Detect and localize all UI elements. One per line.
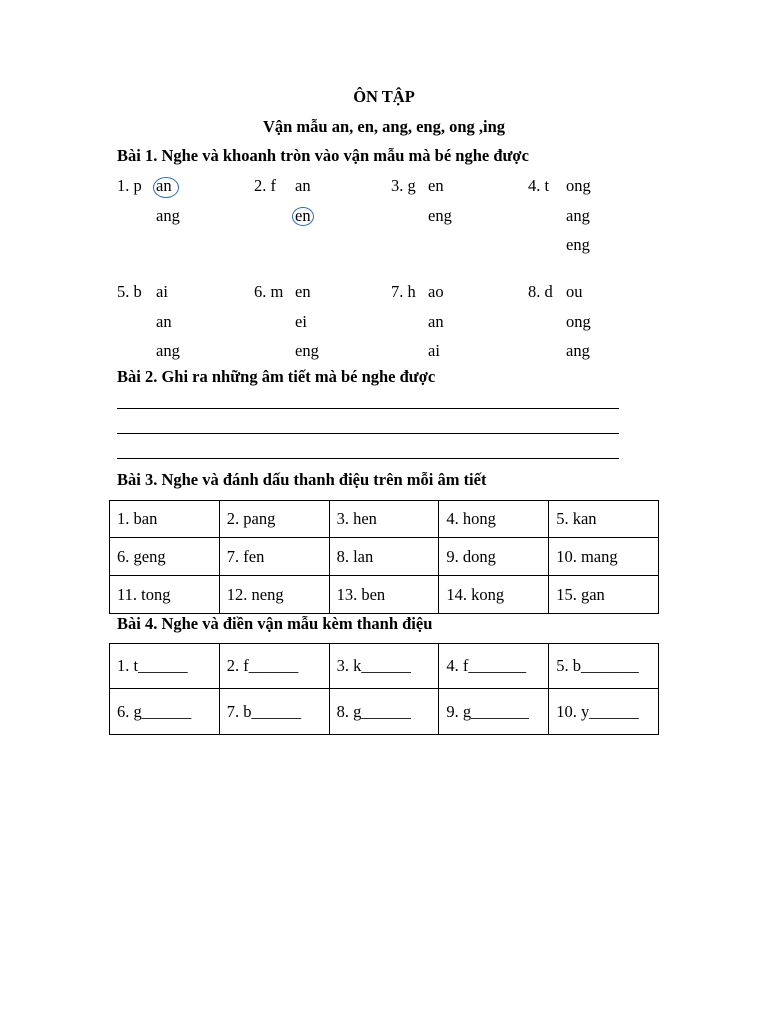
- table-row: [110, 501, 659, 538]
- table-cell[interactable]: 8. g______: [329, 689, 439, 735]
- answer-line[interactable]: [117, 433, 619, 434]
- ex1-item-8-option-3[interactable]: ang: [566, 341, 590, 360]
- ex1-item-6-option-3[interactable]: eng: [295, 341, 319, 360]
- exercise-4-heading: Bài 4. Nghe và điền vận mẫu kèm thanh điệu: [117, 614, 433, 633]
- ex1-item-6-option-2[interactable]: ei: [295, 312, 307, 331]
- ex1-item-2-option-2[interactable]: en: [295, 206, 311, 225]
- exercise-3-table: [109, 500, 659, 614]
- table-cell[interactable]: 9. g_______: [439, 689, 549, 735]
- table-cell[interactable]: 7. b______: [219, 689, 329, 735]
- table-cell[interactable]: 6. g______: [110, 689, 220, 735]
- table-cell[interactable]: 1. ban: [110, 501, 220, 538]
- ex1-item-4-option-2[interactable]: ang: [566, 206, 590, 225]
- exercise-1-heading: Bài 1. Nghe và khoanh tròn vào vận mẫu mà bé nghe được: [117, 146, 529, 165]
- ex1-item-3-option-2[interactable]: eng: [428, 206, 452, 225]
- ex1-item-5-option-2[interactable]: an: [156, 312, 172, 331]
- ex1-item-5-number: 5. b: [117, 282, 142, 301]
- ex1-item-5-option-3[interactable]: ang: [156, 341, 180, 360]
- ex1-item-1-option-2[interactable]: ang: [156, 206, 180, 225]
- ex1-item-3-number: 3. g: [391, 176, 416, 195]
- ex1-item-2-number: 2. f: [254, 176, 276, 195]
- ex1-item-3-option-1[interactable]: en: [428, 176, 444, 195]
- ex1-item-6-number: 6. m: [254, 282, 284, 301]
- ex1-item-7-number: 7. h: [391, 282, 416, 301]
- table-cell[interactable]: 10. y______: [549, 689, 659, 735]
- ex1-item-4-option-3[interactable]: eng: [566, 235, 590, 254]
- table-cell[interactable]: 8. lan: [329, 538, 439, 576]
- table-cell[interactable]: 2. f______: [219, 644, 329, 689]
- ex1-item-7-option-3[interactable]: ai: [428, 341, 440, 360]
- table-cell[interactable]: 15. gan: [549, 576, 659, 614]
- ex1-item-4-number: 4. t: [528, 176, 550, 195]
- table-cell[interactable]: 3. k______: [329, 644, 439, 689]
- ex1-item-7-option-1[interactable]: ao: [428, 282, 444, 301]
- table-row: [110, 576, 659, 614]
- answer-line[interactable]: [117, 408, 619, 409]
- table-row: [110, 538, 659, 576]
- ex1-item-1-option-1[interactable]: an: [156, 176, 172, 195]
- page-subtitle: Vận mẫu an, en, ang, eng, ong ,ing: [262, 117, 506, 136]
- ex1-item-7-option-2[interactable]: an: [428, 312, 444, 331]
- table-cell[interactable]: 7. fen: [219, 538, 329, 576]
- page-title: ÔN TẬP: [353, 87, 415, 106]
- ex1-item-1-number: 1. p: [117, 176, 142, 195]
- table-cell[interactable]: 9. dong: [439, 538, 549, 576]
- ex1-item-4-option-1[interactable]: ong: [566, 176, 591, 195]
- ex1-item-8-option-1[interactable]: ou: [566, 282, 583, 301]
- table-cell[interactable]: 14. kong: [439, 576, 549, 614]
- table-cell[interactable]: 4. hong: [439, 501, 549, 538]
- answer-line[interactable]: [117, 458, 619, 459]
- ex1-item-8-option-2[interactable]: ong: [566, 312, 591, 331]
- table-cell[interactable]: 5. kan: [549, 501, 659, 538]
- table-cell[interactable]: 4. f_______: [439, 644, 549, 689]
- table-cell[interactable]: 6. geng: [110, 538, 220, 576]
- exercise-3-heading: Bài 3. Nghe và đánh dấu thanh điệu trên mỗi âm tiết: [117, 470, 487, 489]
- table-cell[interactable]: 1. t______: [110, 644, 220, 689]
- table-cell[interactable]: 12. neng: [219, 576, 329, 614]
- answer-circle-mark: [292, 207, 314, 226]
- ex1-item-5-option-1[interactable]: ai: [156, 282, 168, 301]
- ex1-item-8-number: 8. d: [528, 282, 553, 301]
- table-row: [110, 644, 659, 689]
- table-cell[interactable]: 10. mang: [549, 538, 659, 576]
- exercise-4-table: [109, 643, 659, 735]
- table-cell[interactable]: 11. tong: [110, 576, 220, 614]
- table-cell[interactable]: 3. hen: [329, 501, 439, 538]
- table-cell[interactable]: 5. b_______: [549, 644, 659, 689]
- table-cell[interactable]: 2. pang: [219, 501, 329, 538]
- table-row: [110, 689, 659, 735]
- table-cell[interactable]: 13. ben: [329, 576, 439, 614]
- answer-circle-mark: [153, 177, 179, 198]
- exercise-2-heading: Bài 2. Ghi ra những âm tiết mà bé nghe được: [117, 367, 436, 386]
- ex1-item-6-option-1[interactable]: en: [295, 282, 311, 301]
- ex1-item-2-option-1[interactable]: an: [295, 176, 311, 195]
